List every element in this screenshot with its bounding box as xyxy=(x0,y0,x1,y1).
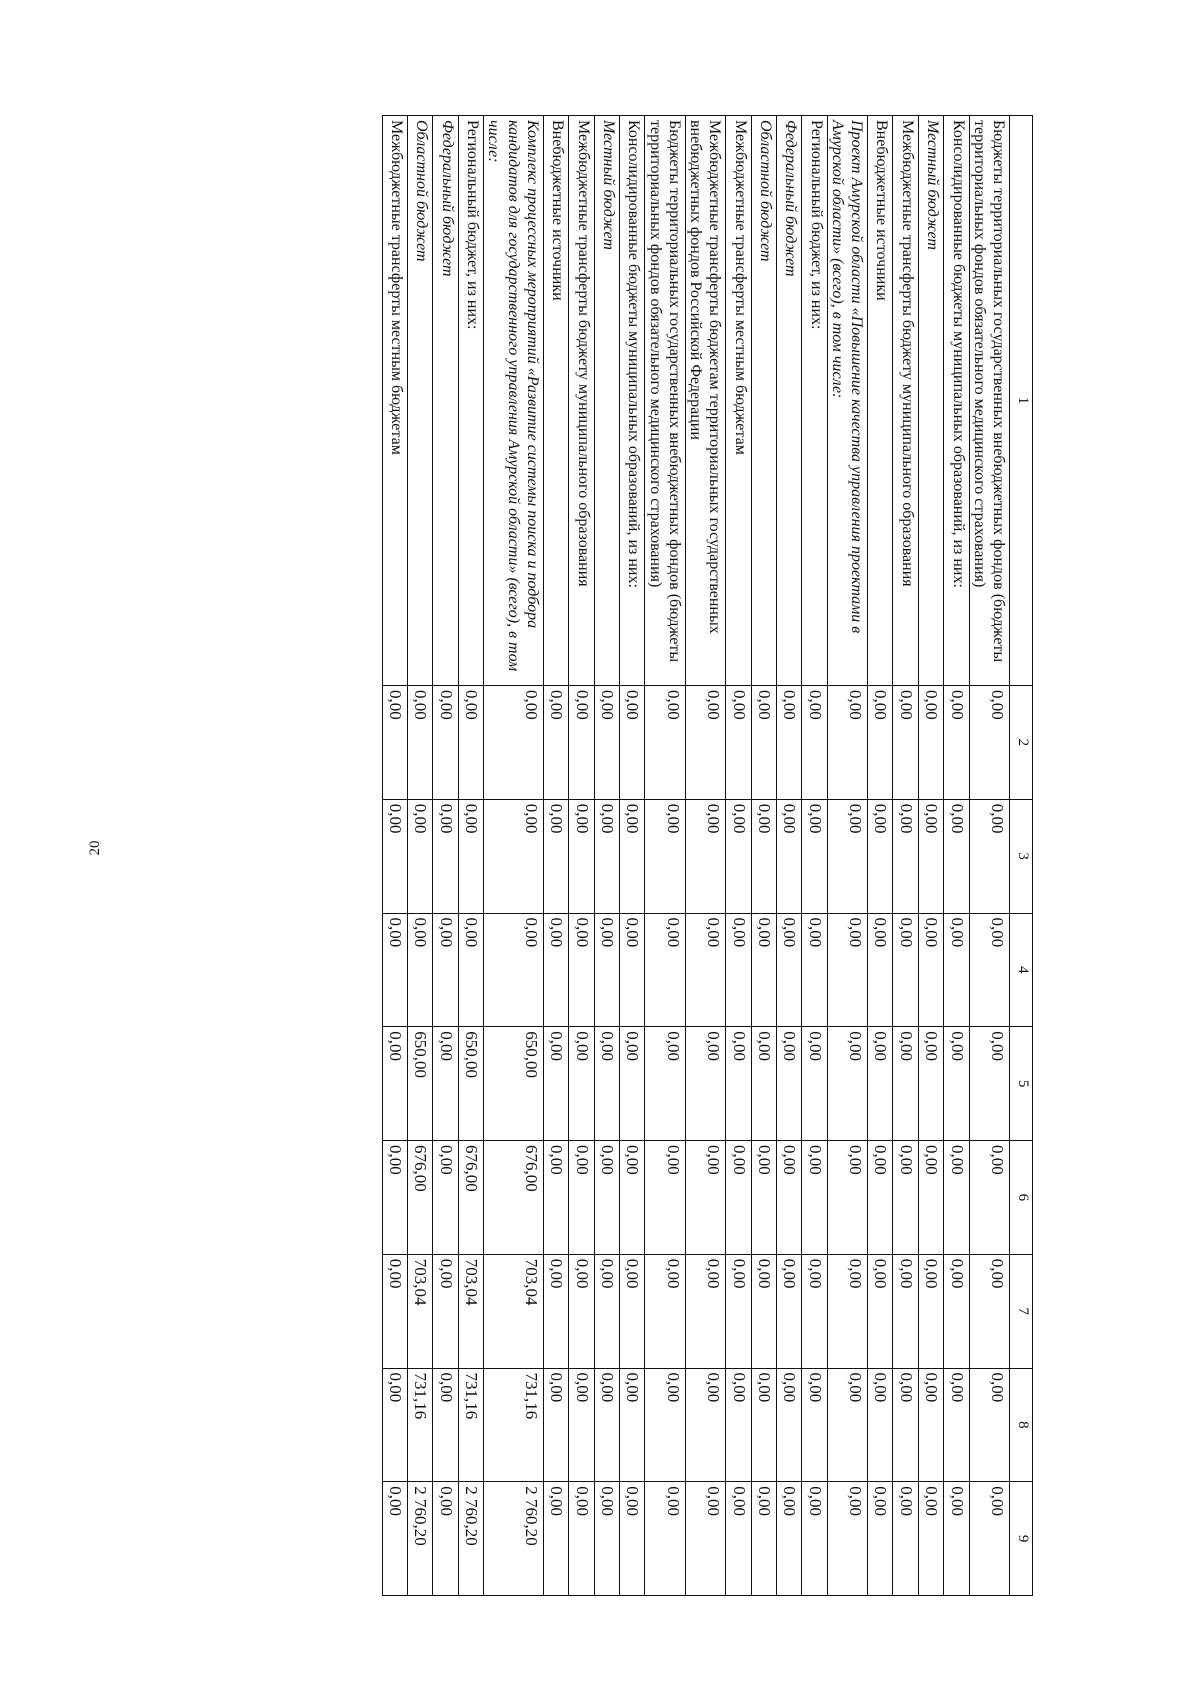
value-cell: 2 760,20 xyxy=(458,1482,483,1596)
value-cell: 0,00 xyxy=(868,799,893,913)
column-number-1: 1 xyxy=(1010,116,1033,686)
column-number-7: 7 xyxy=(1010,1254,1033,1368)
value-cell: 0,00 xyxy=(543,686,568,800)
value-cell: 0,00 xyxy=(685,1368,725,1482)
row-label: Межбюджетные трансферты бюджету муниципального образования xyxy=(569,116,594,686)
value-cell: 0,00 xyxy=(751,1482,776,1596)
value-cell: 0,00 xyxy=(433,1027,458,1141)
value-cell: 0,00 xyxy=(685,1027,725,1141)
value-cell: 0,00 xyxy=(868,1027,893,1141)
value-cell: 650,00 xyxy=(458,1027,483,1141)
value-cell: 0,00 xyxy=(619,1254,644,1368)
value-cell: 0,00 xyxy=(827,913,867,1027)
table-row xyxy=(776,116,801,1596)
value-cell: 0,00 xyxy=(685,913,725,1027)
value-cell: 0,00 xyxy=(433,913,458,1027)
value-cell: 0,00 xyxy=(433,1141,458,1255)
table-row xyxy=(969,116,1009,1596)
value-cell: 731,16 xyxy=(458,1368,483,1482)
value-cell: 0,00 xyxy=(802,1027,827,1141)
value-cell: 0,00 xyxy=(776,686,801,800)
value-cell: 0,00 xyxy=(827,686,867,800)
value-cell: 0,00 xyxy=(619,913,644,1027)
value-cell: 0,00 xyxy=(827,1254,867,1368)
row-label: Комплекс процессных мероприятий «Развитие системы поиска и подбора кандидатов для государственного управления Амурской области» (всего), в том числе: xyxy=(484,116,544,686)
value-cell: 676,00 xyxy=(408,1141,433,1255)
value-cell: 676,00 xyxy=(458,1141,483,1255)
value-cell: 0,00 xyxy=(594,686,619,800)
row-label: Межбюджетные трансферты бюджетам территориальных государственных внебюджетных фондов Российской Федерации xyxy=(685,116,725,686)
value-cell: 0,00 xyxy=(751,1368,776,1482)
value-cell: 0,00 xyxy=(433,1254,458,1368)
value-cell: 0,00 xyxy=(569,799,594,913)
value-cell: 0,00 xyxy=(827,1368,867,1482)
table-row xyxy=(868,116,893,1596)
value-cell: 0,00 xyxy=(776,1027,801,1141)
value-cell: 731,16 xyxy=(408,1368,433,1482)
value-cell: 0,00 xyxy=(893,1368,918,1482)
column-number-2: 2 xyxy=(1010,686,1033,800)
value-cell: 0,00 xyxy=(802,1368,827,1482)
value-cell: 0,00 xyxy=(433,686,458,800)
budget-table-container xyxy=(183,115,1033,1595)
value-cell: 0,00 xyxy=(685,1141,725,1255)
table-row xyxy=(569,116,594,1596)
value-cell: 0,00 xyxy=(619,686,644,800)
table-row xyxy=(408,116,433,1596)
column-number-6: 6 xyxy=(1010,1141,1033,1255)
value-cell: 0,00 xyxy=(827,1482,867,1596)
value-cell: 0,00 xyxy=(776,1368,801,1482)
table-row xyxy=(433,116,458,1596)
value-cell: 0,00 xyxy=(726,1141,751,1255)
value-cell: 0,00 xyxy=(594,913,619,1027)
value-cell: 0,00 xyxy=(868,686,893,800)
value-cell: 0,00 xyxy=(382,799,407,913)
value-cell: 0,00 xyxy=(569,1141,594,1255)
value-cell: 0,00 xyxy=(619,1368,644,1482)
row-label: Бюджеты территориальных государственных внебюджетных фондов (бюджеты территориальных фондов обязательного медицинского страхования) xyxy=(969,116,1009,686)
row-label: Внебюджетные источники xyxy=(543,116,568,686)
table-row xyxy=(382,116,407,1596)
value-cell: 0,00 xyxy=(918,1141,943,1255)
value-cell: 0,00 xyxy=(802,1141,827,1255)
value-cell: 0,00 xyxy=(893,686,918,800)
value-cell: 0,00 xyxy=(458,686,483,800)
value-cell: 0,00 xyxy=(685,1254,725,1368)
value-cell: 0,00 xyxy=(645,1254,685,1368)
value-cell: 0,00 xyxy=(543,1482,568,1596)
value-cell: 0,00 xyxy=(458,913,483,1027)
value-cell: 0,00 xyxy=(569,686,594,800)
row-label: Местный бюджет xyxy=(594,116,619,686)
value-cell: 0,00 xyxy=(645,913,685,1027)
value-cell: 0,00 xyxy=(918,1368,943,1482)
table-row xyxy=(594,116,619,1596)
value-cell: 0,00 xyxy=(382,686,407,800)
value-cell: 0,00 xyxy=(569,913,594,1027)
column-number-row xyxy=(1010,116,1033,1596)
value-cell: 0,00 xyxy=(827,799,867,913)
value-cell: 0,00 xyxy=(569,1368,594,1482)
table-row xyxy=(802,116,827,1596)
value-cell: 703,04 xyxy=(408,1254,433,1368)
row-label: Консолидированные бюджеты муниципальных образований, из них: xyxy=(619,116,644,686)
value-cell: 0,00 xyxy=(969,686,1009,800)
value-cell: 0,00 xyxy=(569,1254,594,1368)
value-cell: 2 760,20 xyxy=(408,1482,433,1596)
value-cell: 0,00 xyxy=(893,1482,918,1596)
value-cell: 0,00 xyxy=(543,913,568,1027)
row-label: Местный бюджет xyxy=(918,116,943,686)
value-cell: 0,00 xyxy=(944,1254,969,1368)
table-row xyxy=(944,116,969,1596)
value-cell: 0,00 xyxy=(944,686,969,800)
row-label: Бюджеты территориальных государственных внебюджетных фондов (бюджеты территориальных фондов обязательного медицинского страхования) xyxy=(645,116,685,686)
value-cell: 0,00 xyxy=(484,686,544,800)
value-cell: 0,00 xyxy=(645,1482,685,1596)
value-cell: 0,00 xyxy=(382,913,407,1027)
value-cell: 0,00 xyxy=(918,1027,943,1141)
value-cell: 731,16 xyxy=(484,1368,544,1482)
value-cell: 0,00 xyxy=(918,1254,943,1368)
value-cell: 0,00 xyxy=(918,686,943,800)
value-cell: 0,00 xyxy=(382,1482,407,1596)
value-cell: 0,00 xyxy=(868,1368,893,1482)
value-cell: 0,00 xyxy=(543,1141,568,1255)
value-cell: 0,00 xyxy=(685,799,725,913)
table-row xyxy=(543,116,568,1596)
value-cell: 0,00 xyxy=(408,913,433,1027)
value-cell: 0,00 xyxy=(944,913,969,1027)
value-cell: 0,00 xyxy=(918,913,943,1027)
value-cell: 0,00 xyxy=(685,1482,725,1596)
value-cell: 0,00 xyxy=(619,1141,644,1255)
value-cell: 0,00 xyxy=(408,799,433,913)
column-number-8: 8 xyxy=(1010,1368,1033,1482)
row-label: Федеральный бюджет xyxy=(776,116,801,686)
value-cell: 0,00 xyxy=(645,1141,685,1255)
value-cell: 0,00 xyxy=(726,1254,751,1368)
table-row xyxy=(827,116,867,1596)
column-number-4: 4 xyxy=(1010,913,1033,1027)
table-row xyxy=(726,116,751,1596)
row-label: Областной бюджет xyxy=(751,116,776,686)
value-cell: 0,00 xyxy=(594,1141,619,1255)
value-cell: 0,00 xyxy=(893,1027,918,1141)
value-cell: 0,00 xyxy=(569,1027,594,1141)
value-cell: 0,00 xyxy=(969,799,1009,913)
value-cell: 676,00 xyxy=(484,1141,544,1255)
value-cell: 0,00 xyxy=(918,1482,943,1596)
row-label: Межбюджетные трансферты местным бюджетам xyxy=(382,116,407,686)
value-cell: 0,00 xyxy=(751,1141,776,1255)
value-cell: 0,00 xyxy=(868,913,893,1027)
value-cell: 0,00 xyxy=(594,1254,619,1368)
value-cell: 0,00 xyxy=(944,1027,969,1141)
value-cell: 0,00 xyxy=(751,1254,776,1368)
value-cell: 0,00 xyxy=(776,799,801,913)
value-cell: 0,00 xyxy=(726,1482,751,1596)
row-label: Федеральный бюджет xyxy=(433,116,458,686)
row-label: Областной бюджет xyxy=(408,116,433,686)
value-cell: 0,00 xyxy=(944,1482,969,1596)
value-cell: 0,00 xyxy=(543,1254,568,1368)
value-cell: 0,00 xyxy=(918,799,943,913)
value-cell: 0,00 xyxy=(751,1027,776,1141)
value-cell: 703,04 xyxy=(458,1254,483,1368)
row-label: Региональный бюджет, из них: xyxy=(802,116,827,686)
column-number-3: 3 xyxy=(1010,799,1033,913)
value-cell: 0,00 xyxy=(543,799,568,913)
value-cell: 0,00 xyxy=(433,1368,458,1482)
value-cell: 0,00 xyxy=(619,799,644,913)
value-cell: 0,00 xyxy=(893,913,918,1027)
value-cell: 0,00 xyxy=(802,686,827,800)
value-cell: 0,00 xyxy=(969,1141,1009,1255)
value-cell: 0,00 xyxy=(969,1027,1009,1141)
row-label: Региональный бюджет, из них: xyxy=(458,116,483,686)
table-row xyxy=(685,116,725,1596)
value-cell: 0,00 xyxy=(382,1141,407,1255)
table-row xyxy=(458,116,483,1596)
row-label: Межбюджетные трансферты бюджету муниципального образования xyxy=(893,116,918,686)
value-cell: 650,00 xyxy=(408,1027,433,1141)
page-number: 20 xyxy=(86,840,103,856)
row-label: Внебюджетные источники xyxy=(868,116,893,686)
value-cell: 0,00 xyxy=(868,1482,893,1596)
value-cell: 650,00 xyxy=(484,1027,544,1141)
budget-table xyxy=(382,115,1033,1596)
table-row xyxy=(484,116,544,1596)
value-cell: 2 760,20 xyxy=(484,1482,544,1596)
value-cell: 0,00 xyxy=(543,1368,568,1482)
value-cell: 0,00 xyxy=(893,1141,918,1255)
table-row xyxy=(918,116,943,1596)
value-cell: 0,00 xyxy=(382,1254,407,1368)
column-number-5: 5 xyxy=(1010,1027,1033,1141)
value-cell: 0,00 xyxy=(685,686,725,800)
value-cell: 0,00 xyxy=(969,913,1009,1027)
value-cell: 0,00 xyxy=(802,913,827,1027)
table-row xyxy=(893,116,918,1596)
value-cell: 0,00 xyxy=(458,799,483,913)
value-cell: 0,00 xyxy=(868,1254,893,1368)
value-cell: 0,00 xyxy=(594,799,619,913)
row-label: Проект Амурской области «Повышение качества управления проектами в Амурской области» (всего), в том числе: xyxy=(827,116,867,686)
column-number-9: 9 xyxy=(1010,1482,1033,1596)
value-cell: 0,00 xyxy=(382,1368,407,1482)
row-label: Межбюджетные трансферты местным бюджетам xyxy=(726,116,751,686)
value-cell: 0,00 xyxy=(969,1482,1009,1596)
value-cell: 0,00 xyxy=(776,1141,801,1255)
value-cell: 0,00 xyxy=(594,1368,619,1482)
value-cell: 0,00 xyxy=(802,1254,827,1368)
row-label: Консолидированные бюджеты муниципальных образований, из них: xyxy=(944,116,969,686)
value-cell: 0,00 xyxy=(433,1482,458,1596)
value-cell: 0,00 xyxy=(944,1141,969,1255)
value-cell: 0,00 xyxy=(944,1368,969,1482)
table-row xyxy=(751,116,776,1596)
value-cell: 0,00 xyxy=(594,1027,619,1141)
value-cell: 0,00 xyxy=(726,686,751,800)
value-cell: 0,00 xyxy=(619,1027,644,1141)
value-cell: 0,00 xyxy=(751,799,776,913)
value-cell: 0,00 xyxy=(726,913,751,1027)
table-row xyxy=(619,116,644,1596)
value-cell: 0,00 xyxy=(827,1141,867,1255)
value-cell: 0,00 xyxy=(776,1254,801,1368)
value-cell: 703,04 xyxy=(484,1254,544,1368)
value-cell: 0,00 xyxy=(751,913,776,1027)
value-cell: 0,00 xyxy=(726,1027,751,1141)
value-cell: 0,00 xyxy=(484,799,544,913)
value-cell: 0,00 xyxy=(969,1254,1009,1368)
table-body xyxy=(382,116,1009,1596)
value-cell: 0,00 xyxy=(382,1027,407,1141)
table-row xyxy=(645,116,685,1596)
value-cell: 0,00 xyxy=(594,1482,619,1596)
value-cell: 0,00 xyxy=(802,1482,827,1596)
value-cell: 0,00 xyxy=(893,1254,918,1368)
value-cell: 0,00 xyxy=(484,913,544,1027)
value-cell: 0,00 xyxy=(408,686,433,800)
value-cell: 0,00 xyxy=(751,686,776,800)
value-cell: 0,00 xyxy=(893,799,918,913)
value-cell: 0,00 xyxy=(776,1482,801,1596)
value-cell: 0,00 xyxy=(944,799,969,913)
value-cell: 0,00 xyxy=(726,1368,751,1482)
value-cell: 0,00 xyxy=(645,1368,685,1482)
value-cell: 0,00 xyxy=(726,799,751,913)
value-cell: 0,00 xyxy=(645,799,685,913)
value-cell: 0,00 xyxy=(969,1368,1009,1482)
value-cell: 0,00 xyxy=(645,686,685,800)
value-cell: 0,00 xyxy=(569,1482,594,1596)
value-cell: 0,00 xyxy=(645,1027,685,1141)
value-cell: 0,00 xyxy=(543,1027,568,1141)
value-cell: 0,00 xyxy=(776,913,801,1027)
value-cell: 0,00 xyxy=(827,1027,867,1141)
value-cell: 0,00 xyxy=(868,1141,893,1255)
value-cell: 0,00 xyxy=(802,799,827,913)
value-cell: 0,00 xyxy=(433,799,458,913)
value-cell: 0,00 xyxy=(619,1482,644,1596)
